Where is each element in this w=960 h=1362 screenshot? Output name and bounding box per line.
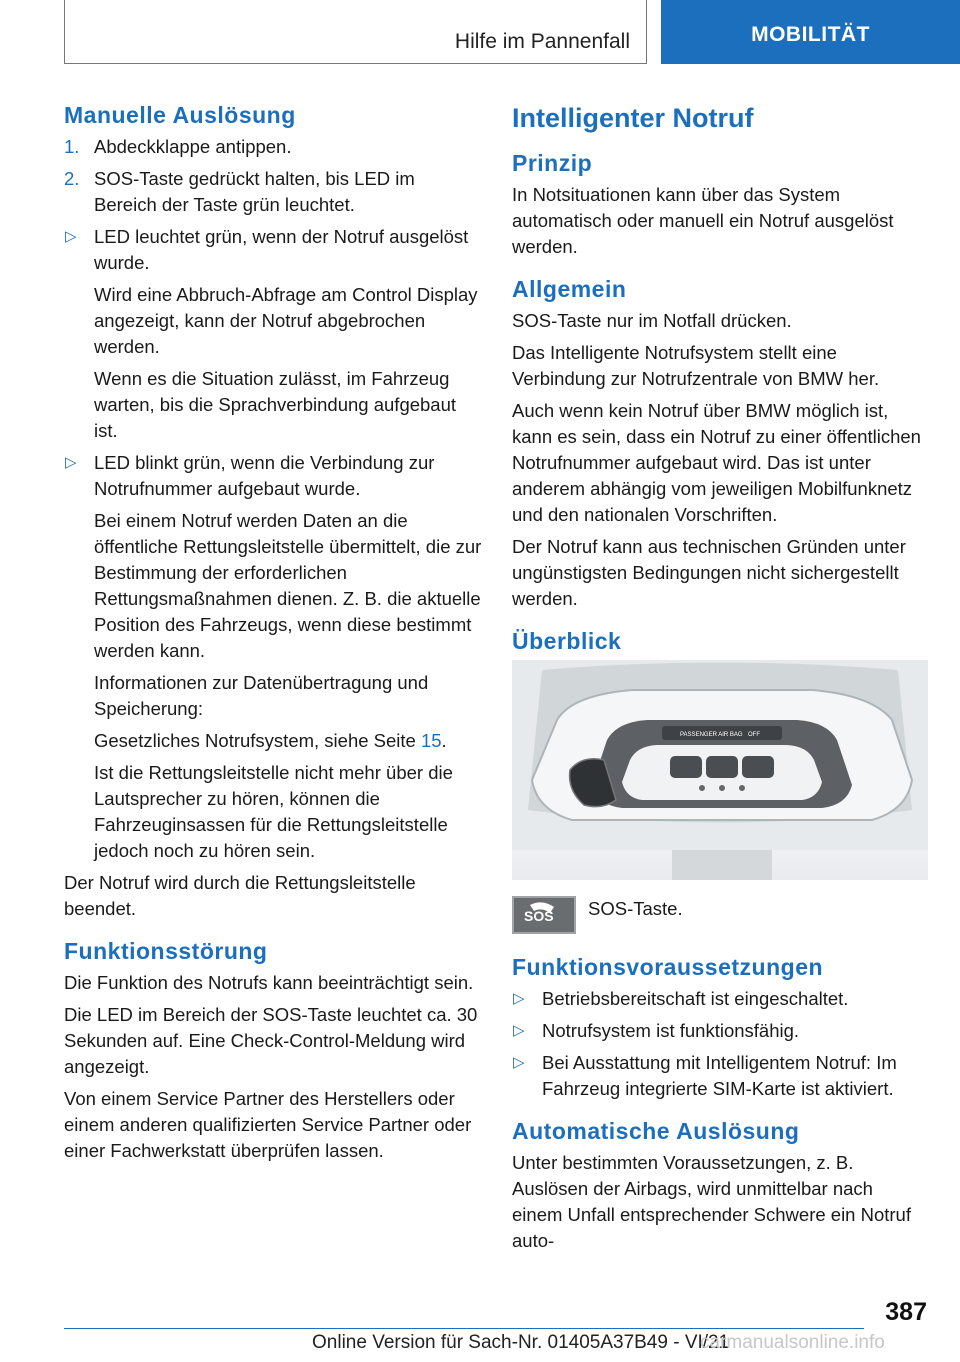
paragraph: Bei einem Notruf werden Daten an die öffentliche Rettungsleitstelle übermittelt, die zur Bestimmung der erforderlichen Rettungsmaßnahmen dienen. Z. B. die aktuelle Position des Fahrzeugs, wenn diese bestimmt werden kann. <box>94 510 482 661</box>
step-number: 1. <box>64 136 80 157</box>
list-item-text: LED blinkt grün, wenn die Verbindung zur Notrufnummer aufgebaut wurde. <box>94 452 435 499</box>
left-column <box>64 100 482 1170</box>
paragraph: Der Notruf wird durch die Rettungsleitstelle beendet. <box>64 872 416 919</box>
paragraph: Ist die Rettungsleitstelle nicht mehr über die Lautsprecher zu hören, können die Fahrzeuginsassen für die Rettungsleitstelle jedoch noch zu hören sein. <box>94 762 453 861</box>
list-item <box>64 224 482 276</box>
paragraph: Von einem Service Partner des Herstellers oder einem anderen qualifizierten Service Partner oder einer Fachwerkstatt überprüfen lassen. <box>64 1088 472 1161</box>
paragraph: Die Funktion des Notrufs kann beeinträchtigt sein. <box>64 972 474 993</box>
sos-button-icon <box>512 896 576 934</box>
off-label: OFF <box>748 732 760 738</box>
overhead-panel-image <box>512 660 928 880</box>
requirements-heading: Funktionsvoraussetzungen <box>512 954 824 980</box>
paragraph <box>64 728 482 754</box>
header-section-title: Hilfe im Pannenfall <box>454 30 630 53</box>
step-item <box>64 166 482 218</box>
paragraph: Das Intelligente Notrufsystem stellt eine Verbindung zur Notrufzentrale von BMW her. <box>512 342 880 389</box>
paragraph: In Notsituationen kann über das System automatisch oder manuell ein Notruf ausgelöst werden. <box>512 184 894 257</box>
step-text: Abdeckklappe antippen. <box>94 136 292 157</box>
paragraph: Unter bestimmten Voraussetzungen, z. B. Auslösen der Airbags, wird unmittelbar nach einem Unfall entsprechender Schwere ein Notruf auto- <box>512 1152 911 1251</box>
triangle-bullet-icon: ▷ <box>65 454 77 471</box>
chapter-tab-label: MOBILITÄT <box>751 23 870 46</box>
list-item <box>64 450 482 502</box>
overhead-panel-drawing <box>512 660 928 880</box>
footer-divider <box>64 1328 864 1329</box>
paragraph: SOS-Taste nur im Notfall drücken. <box>512 310 792 331</box>
airbag-label: PASSENGER AIR BAG <box>680 732 743 738</box>
step-text: SOS-Taste gedrückt halten, bis LED im Bereich der Taste grün leuchtet. <box>94 168 415 215</box>
page-title: Intelligenter Notruf <box>512 103 754 133</box>
triangle-bullet-icon: ▷ <box>513 1022 525 1039</box>
paragraph: Wird eine Abbruch-Abfrage am Control Display angezeigt, kann der Notruf abgebrochen werden. <box>94 284 478 357</box>
overview-heading: Überblick <box>512 628 622 654</box>
right-column <box>512 100 928 1260</box>
legend-text: SOS-Taste. <box>588 898 683 919</box>
page-reference-suffix: . <box>441 730 447 751</box>
legend-item <box>512 896 928 934</box>
triangle-bullet-icon: ▷ <box>513 1054 525 1071</box>
page-link[interactable]: 15 <box>420 730 442 751</box>
sos-chip-label: SOS <box>524 908 554 924</box>
paragraph: Der Notruf kann aus technischen Gründen unter ungünstigsten Bedingungen nicht sichergestellt werden. <box>512 536 906 609</box>
step-item <box>64 134 482 160</box>
automatic-trigger-heading: Automatische Auslösung <box>512 1118 800 1144</box>
list-item-text: Betriebsbereitschaft ist eingeschaltet. <box>542 988 849 1009</box>
page-number: 387 <box>885 1298 927 1326</box>
footer-version-text: Online Version für Sach-Nr. 01405A37B49 - VI/21 <box>312 1332 730 1353</box>
triangle-bullet-icon: ▷ <box>513 990 525 1007</box>
paragraph: Wenn es die Situation zulässt, im Fahrzeug warten, bis die Sprachverbindung aufgebaut ist. <box>94 368 457 441</box>
principle-heading: Prinzip <box>512 150 593 176</box>
page-reference-text: Gesetzliches Notrufsystem, siehe Seite <box>94 730 416 751</box>
list-item <box>512 1018 928 1044</box>
malfunction-heading: Funktionsstörung <box>64 938 268 964</box>
paragraph: Die LED im Bereich der SOS-Taste leuchtet ca. 30 Sekunden auf. Eine Check-Control-Meldung wird angezeigt. <box>64 1004 478 1077</box>
list-item <box>512 986 928 1012</box>
paragraph: Informationen zur Datenübertragung und Speicherung: <box>94 672 429 719</box>
list-item-text: Notrufsystem ist funktionsfähig. <box>542 1020 800 1041</box>
list-item <box>512 1050 928 1102</box>
list-item-text: LED leuchtet grün, wenn der Notruf ausgelöst wurde. <box>94 226 469 273</box>
triangle-bullet-icon: ▷ <box>65 228 77 245</box>
chapter-tab[interactable] <box>661 0 960 64</box>
list-item-text: Bei Ausstattung mit Intelligentem Notruf: Im Fahrzeug integrierte SIM-Karte ist aktiviert. <box>542 1052 897 1099</box>
paragraph: Auch wenn kein Notruf über BMW möglich ist, kann es sein, dass ein Notruf zu einer öffentlichen Notrufnummer aufgebaut wird. Das ist unter anderem abhängig vom jeweiligen Mobilfunknetz und den nationalen Vorschriften. <box>512 400 921 525</box>
step-number: 2. <box>64 168 80 189</box>
watermark: carmanualsonline.info <box>700 1332 885 1353</box>
general-heading: Allgemein <box>512 276 627 302</box>
manual-trigger-heading: Manuelle Auslösung <box>64 102 296 128</box>
